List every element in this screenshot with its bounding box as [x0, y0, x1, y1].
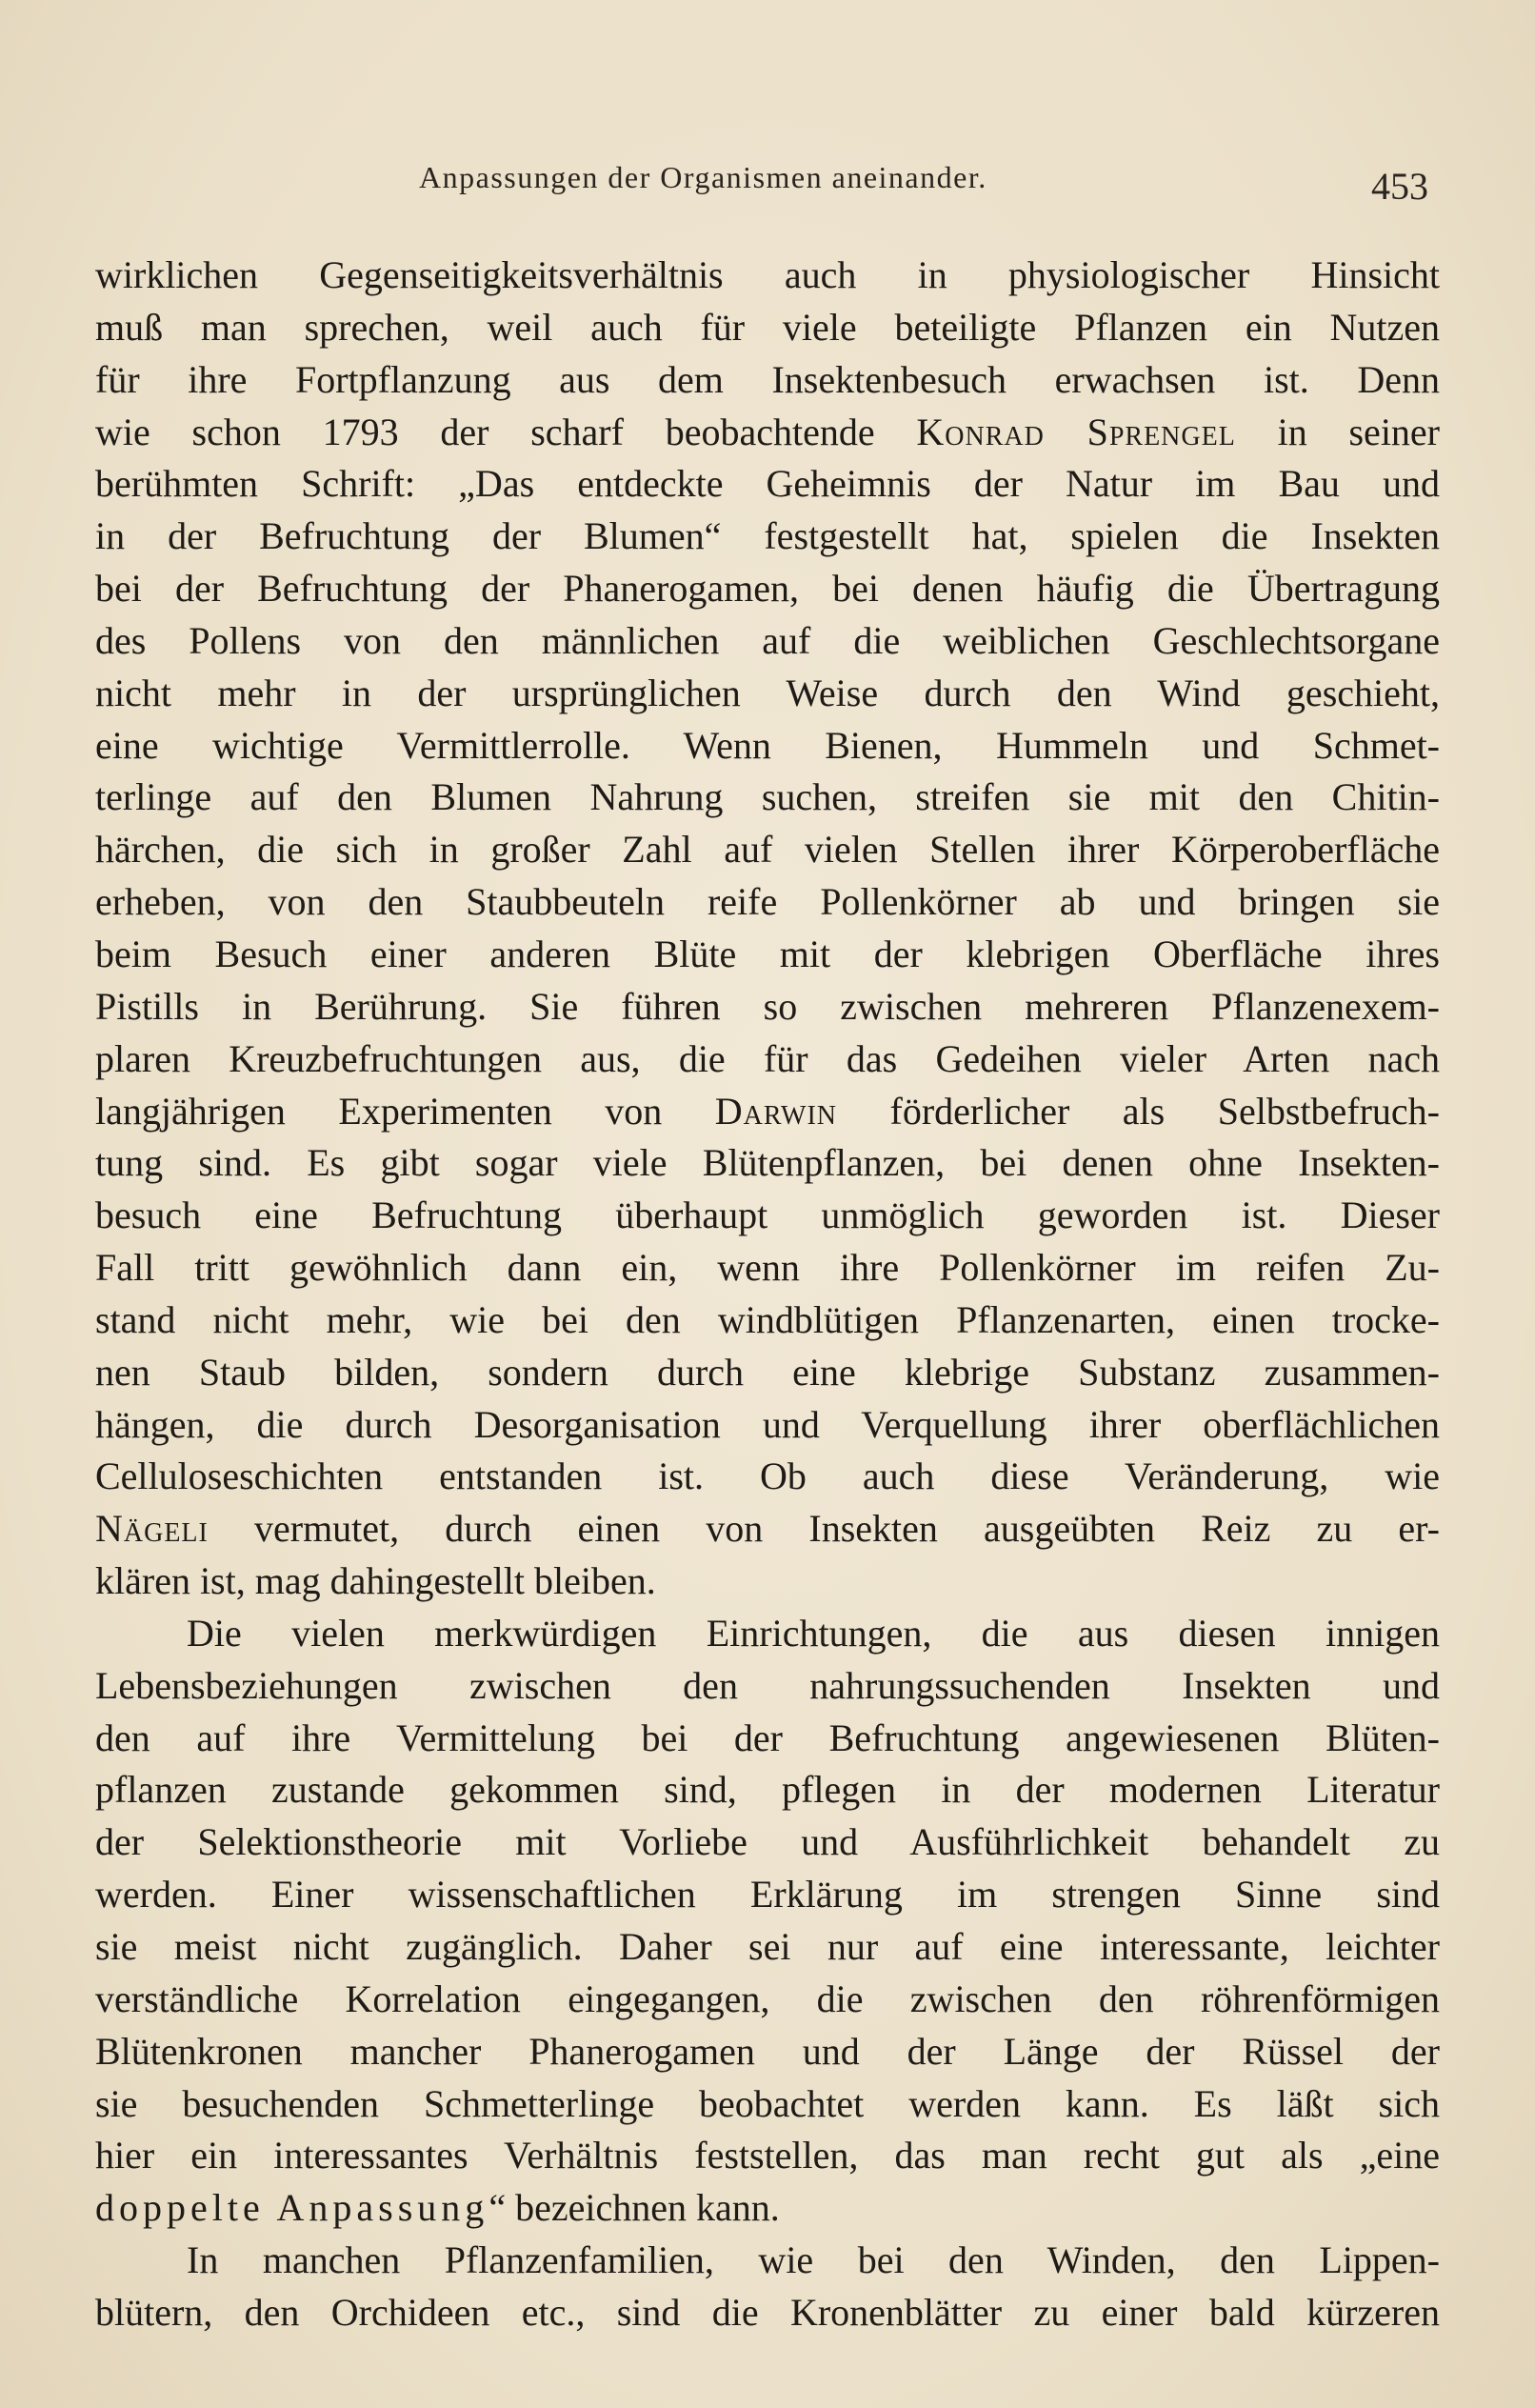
text-line: Blütenkronen mancher Phanerogamen und der Länge der Rüssel der	[95, 2029, 1440, 2073]
text-line	[95, 407, 1440, 459]
text-line: in der Befruchtung der Blumen“ festgestellt hat, spielen die Insekten	[95, 514, 1440, 558]
spaced-emphasis: doppelte Anpassung	[95, 2186, 489, 2230]
text-line: erheben, von den Staubbeuteln reife Pollenkörner ab und bringen sie	[95, 880, 1440, 924]
text-run: wie schon 1793 der scharf beobachtende	[95, 410, 917, 453]
text-line: sie meist nicht zugänglich. Daher sei nur auf eine interessante, leichter	[95, 1925, 1440, 1968]
text-line: eine wichtige Vermittlerrolle. Wenn Bienen, Hummeln und Schmet-	[95, 723, 1440, 767]
text-line: wirklichen Gegenseitigkeitsverhältnis auch in physiologischer Hinsicht	[95, 253, 1440, 296]
text-run: vermutet, durch einen von Insekten ausgeübten Reiz zu er-	[208, 1507, 1440, 1551]
text-line: besuch eine Befruchtung überhaupt unmöglich geworden ist. Dieser	[95, 1194, 1440, 1237]
text-line: pflanzen zustande gekommen sind, pflegen in der modernen Literatur	[95, 1768, 1440, 1812]
text-line: Lebensbeziehungen zwischen den nahrungssuchenden Insekten und	[95, 1663, 1440, 1707]
text-line	[95, 1503, 1440, 1555]
text-line: hier ein interessantes Verhältnis feststellen, das man recht gut als „eine	[95, 2134, 1440, 2177]
author-name: Nägeli	[95, 1507, 209, 1551]
text-line: bei der Befruchtung der Phanerogamen, bei denen häufig die Übertragung	[95, 567, 1440, 611]
text-line: der Selektionstheorie mit Vorliebe und Ausführlichkeit behandelt zu	[95, 1820, 1440, 1864]
text-run: langjährigen Experimenten von	[95, 1089, 715, 1133]
text-line: für ihre Fortpflanzung aus dem Insektenbesuch erwachsen ist. Denn	[95, 357, 1440, 401]
text-line: nen Staub bilden, sondern durch eine klebrige Substanz zusammen-	[95, 1350, 1440, 1394]
text-line: sie besuchenden Schmetterlinge beobachtet werden kann. Es läßt sich	[95, 2081, 1440, 2125]
text-run: förderlicher als Selbstbefruch-	[837, 1089, 1440, 1133]
body-text	[95, 250, 1440, 2339]
text-line: blütern, den Orchideen etc., sind die Kronenblätter zu einer bald kürzeren	[95, 2290, 1440, 2334]
text-line: des Pollens von den männlichen auf die weiblichen Geschlechtsorgane	[95, 618, 1440, 662]
text-line: den auf ihre Vermittelung bei der Befruchtung angewiesenen Blüten-	[95, 1716, 1440, 1759]
text-line: plaren Kreuzbefruchtungen aus, die für das Gedeihen vieler Arten nach	[95, 1036, 1440, 1080]
text-line: beim Besuch einer anderen Blüte mit der klebrigen Oberfläche ihres	[95, 932, 1440, 975]
text-line: härchen, die sich in großer Zahl auf vielen Stellen ihrer Körperoberfläche	[95, 828, 1440, 872]
running-head: Anpassungen der Organismen aneinander.	[419, 160, 987, 194]
text-line: In manchen Pflanzenfamilien, wie bei den Winden, den Lippen-	[187, 2238, 1440, 2282]
text-line: klären ist, mag dahingestellt bleiben.	[95, 1559, 656, 1603]
author-name: Konrad Sprengel	[916, 410, 1236, 453]
text-line: verständliche Korrelation eingegangen, die zwischen den röhrenförmigen	[95, 1977, 1440, 2020]
text-line: Pistills in Berührung. Sie führen so zwischen mehreren Pflanzenexem-	[95, 984, 1440, 1028]
author-name: Darwin	[714, 1089, 838, 1133]
page-number: 453	[1371, 165, 1428, 208]
text-line: berühmten Schrift: „Das entdeckte Geheimnis der Natur im Bau und	[95, 462, 1440, 506]
text-line: tung sind. Es gibt sogar viele Blütenpflanzen, bei denen ohne Insekten-	[95, 1141, 1440, 1185]
text-line: terlinge auf den Blumen Nahrung suchen, streifen sie mit den Chitin-	[95, 775, 1440, 819]
text-line: Fall tritt gewöhnlich dann ein, wenn ihre Pollenkörner im reifen Zu-	[95, 1246, 1440, 1290]
text-line: Die vielen merkwürdigen Einrichtungen, die aus diesen innigen	[187, 1611, 1440, 1655]
text-line: werden. Einer wissenschaftlichen Erklärung im strengen Sinne sind	[95, 1873, 1440, 1916]
text-run: “ bezeichnen kann.	[488, 2186, 780, 2230]
text-line: Celluloseschichten entstanden ist. Ob auch diese Veränderung, wie	[95, 1455, 1440, 1498]
text-line: stand nicht mehr, wie bei den windblütigen Pflanzenarten, einen trocke-	[95, 1297, 1440, 1341]
text-line: hängen, die durch Desorganisation und Verquellung ihrer oberflächlichen	[95, 1402, 1440, 1446]
text-line	[95, 1086, 1440, 1138]
text-line: muß man sprechen, weil auch für viele beteiligte Pflanzen ein Nutzen	[95, 305, 1440, 349]
text-run: in seiner	[1235, 410, 1440, 453]
text-line: nicht mehr in der ursprünglichen Weise durch den Wind geschieht,	[95, 671, 1440, 714]
text-line	[95, 2182, 1440, 2235]
